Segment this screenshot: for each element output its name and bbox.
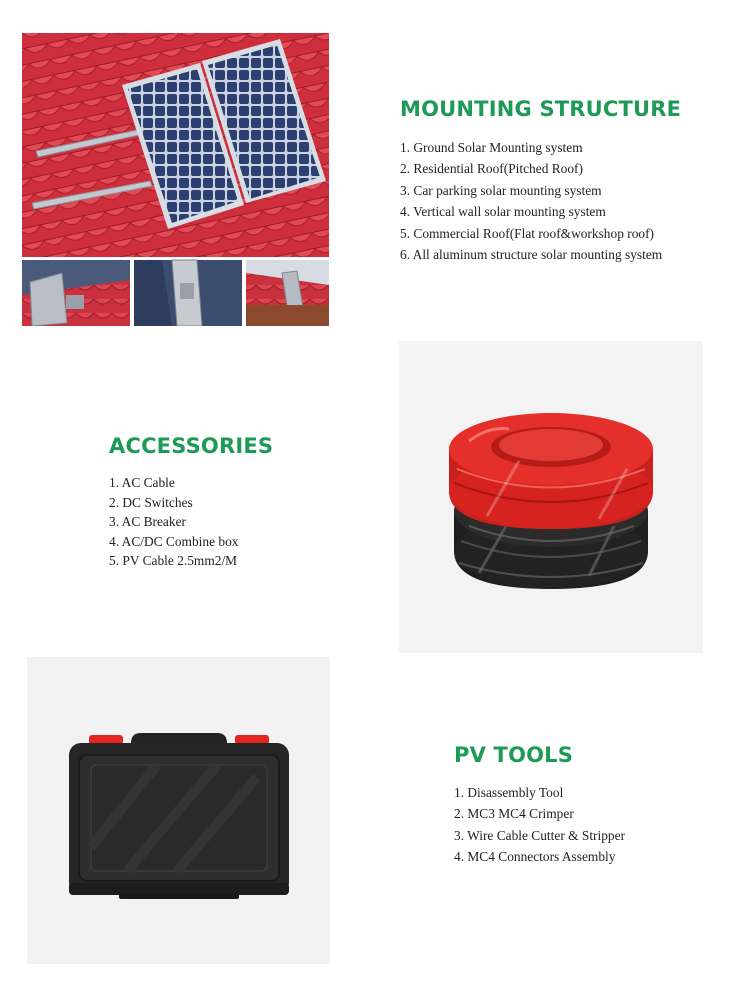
pv-tools-heading: PV TOOLS: [454, 743, 574, 767]
tool-case: [69, 733, 289, 899]
cable-coils-illustration: [399, 341, 703, 653]
detail-thumbnail-2: [134, 260, 242, 326]
accessories-list: [109, 473, 238, 571]
mounting-structure-heading: MOUNTING STRUCTURE: [400, 97, 682, 121]
list-item: 2. Residential Roof(Pitched Roof): [400, 161, 583, 177]
list-item: 5. PV Cable 2.5mm2/M: [109, 553, 238, 569]
mounting-structure-photo: [22, 33, 329, 326]
list-item: 5. Commercial Roof(Flat roof&workshop roof): [400, 225, 655, 241]
list-item: 1. Disassembly Tool: [454, 785, 564, 800]
solar-roof-illustration: [22, 33, 329, 326]
list-item: 2. MC3 MC4 Crimper: [454, 806, 574, 822]
list-item: 3. Wire Cable Cutter & Stripper: [454, 827, 626, 843]
pv-cable-photo: [399, 341, 703, 653]
red-cable-coil: [449, 413, 653, 529]
pv-tools-case-photo: [27, 657, 330, 964]
detail-thumbnail-3: [246, 260, 329, 326]
list-item: 2. DC Switches: [109, 494, 193, 510]
list-item: 3. Car parking solar mounting system: [400, 182, 602, 198]
list-item: 3. AC Breaker: [109, 514, 186, 530]
detail-thumbnail-1: [22, 260, 130, 326]
pv-tools-list: [454, 782, 625, 868]
list-item: 6. All aluminum structure solar mounting system: [400, 247, 663, 263]
tool-case-illustration: [27, 657, 330, 964]
accessories-heading: ACCESSORIES: [109, 434, 274, 458]
mounting-structure-list: [400, 137, 662, 265]
list-item: 1. AC Cable: [109, 475, 175, 490]
list-item: 1. Ground Solar Mounting system: [400, 140, 583, 155]
list-item: 4. MC4 Connectors Assembly: [454, 849, 616, 865]
list-item: 4. AC/DC Combine box: [109, 533, 239, 549]
list-item: 4. Vertical wall solar mounting system: [400, 204, 606, 220]
